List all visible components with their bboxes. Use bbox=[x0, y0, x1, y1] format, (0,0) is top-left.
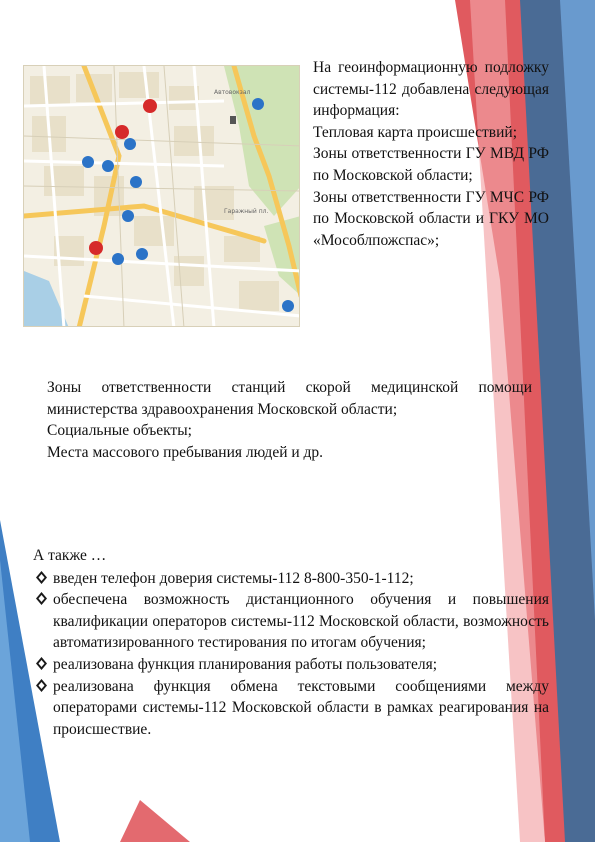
paragraph: Зоны ответственности ГУ МЧС РФ по Московской области и ГКУ МО «Мособлпожспас»; bbox=[313, 188, 549, 249]
paragraph: Зоны ответственности станций скорой медицинской помощи министерства здравоохранения Московской области; bbox=[47, 379, 532, 418]
diamond-bullet-icon bbox=[35, 591, 48, 606]
red-stripe-bottom bbox=[120, 800, 190, 842]
list-item-text: реализована функция обмена текстовыми сообщениями между операторами системы-112 Московской области в рамках реагирования на происшествие. bbox=[53, 677, 549, 738]
intro-text-block bbox=[313, 57, 549, 251]
diamond-bullet-icon bbox=[35, 570, 48, 585]
paragraph: Социальные объекты; bbox=[47, 422, 192, 440]
diamond-bullet-icon bbox=[35, 656, 48, 671]
city-map bbox=[23, 65, 300, 327]
svg-text:Гаражный пл.: Гаражный пл. bbox=[224, 208, 269, 215]
paragraph: На геоинформационную подложку системы-112 добавлена следующая информация: bbox=[313, 59, 549, 120]
list-item bbox=[33, 589, 549, 654]
list-item bbox=[33, 676, 549, 741]
paragraph: Места массового пребывания людей и др. bbox=[47, 443, 324, 461]
list-item-text: реализована функция планирования работы пользователя; bbox=[53, 655, 438, 673]
list-item-text: обеспечена возможность дистанционного обучения и повышения квалификации операторов системы-112 Московской области, возможность автоматизированного тестирования по итогам обучения; bbox=[53, 591, 549, 652]
list-item-text: введен телефон доверия системы-112 8-800-350-1-112; bbox=[53, 569, 414, 587]
map-graphic bbox=[24, 66, 300, 327]
continued-text-block bbox=[47, 377, 532, 463]
section-intro: А также … bbox=[33, 547, 107, 564]
paragraph: Тепловая карта происшествий; bbox=[313, 123, 518, 141]
diamond-bullet-icon bbox=[35, 678, 48, 693]
svg-text:Автовокзал: Автовокзал bbox=[214, 89, 251, 96]
additional-features-block bbox=[33, 545, 549, 740]
list-item bbox=[33, 568, 549, 590]
paragraph: Зоны ответственности ГУ МВД РФ по Московской области; bbox=[313, 145, 549, 184]
list-item bbox=[33, 654, 549, 676]
